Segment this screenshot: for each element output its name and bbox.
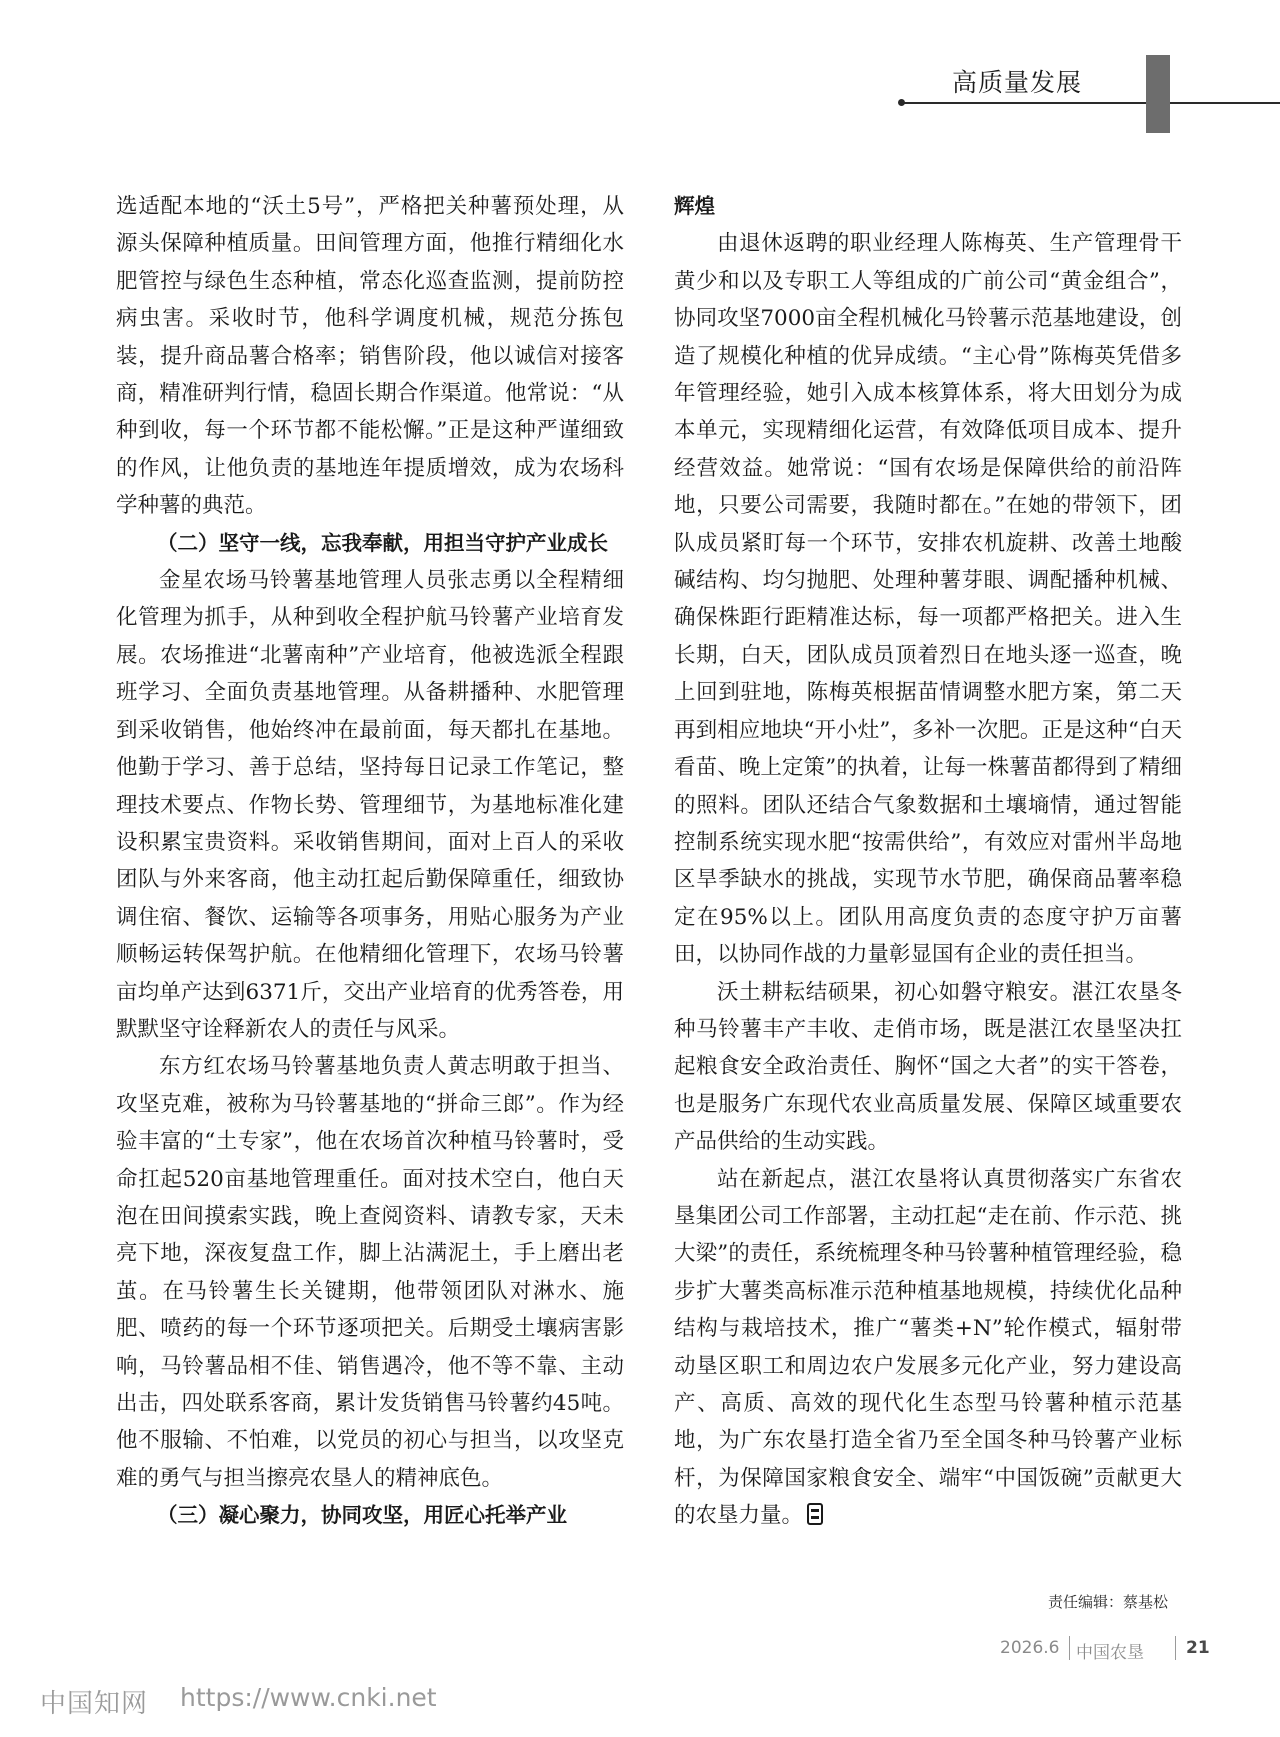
footer-divider bbox=[1069, 1636, 1070, 1660]
section-title: 高质量发展 bbox=[952, 68, 1083, 97]
page-header bbox=[0, 0, 1280, 140]
magazine-name: 中国农垦 bbox=[1076, 1643, 1144, 1663]
section-heading: （二）坚守一线，忘我奉献，用担当守护产业成长 bbox=[157, 530, 608, 555]
right-column bbox=[674, 188, 1182, 1535]
page-number: 21 bbox=[1186, 1638, 1210, 1658]
section-heading-continued: 辉煌 bbox=[674, 194, 715, 218]
article-end-icon bbox=[807, 1503, 823, 1525]
left-column bbox=[116, 188, 624, 1535]
paragraph bbox=[674, 1161, 1182, 1535]
editor-credit: 责任编辑：蔡基松 bbox=[1048, 1593, 1169, 1611]
paragraph: 由退休返聘的职业经理人陈梅英、生产管理骨干黄少和以及专职工人等组成的广前公司“黄金组合”，协同攻坚7000亩全程机械化马铃薯示范基地建设，创造了规模化种植的优异成绩。“主心骨”陈梅英凭借多年管理经验，她引入成本核算体系，将大田划分为成本单元，实现精细化运营，有效降低项目成本、提升经营效益。她常说：“国有农场是保障供给的前沿阵地，只要公司需要，我随时都在。”在她的带领下，团队成员紧盯每一个环节，安排农机旋耕、改善土地酸碱结构、均匀抛肥、处理种薯芽眼、调配播种机械、确保株距行距精准达标，每一项都严格把关。进入生长期，白天，团队成员顶着烈日在地头逐一巡查，晚上回到驻地，陈梅英根据苗情调整水肥方案，第二天再到相应地块“开小灶”，多补一次肥。正是这种“白天看苗、晚上定策”的执着，让每一株薯苗都得到了精细的照料。团队还结合气象数据和土壤墒情，通过智能控制系统实现水肥“按需供给”，有效应对雷州半岛地区旱季缺水的挑战，实现节水节肥，确保商品薯率稳定在95%以上。团队用高度负责的态度守护万亩薯田，以协同作战的力量彰显国有企业的责任担当。 bbox=[674, 231, 1182, 968]
watermark-url[interactable]: https://www.cnki.net bbox=[180, 1683, 437, 1712]
header-rule bbox=[904, 102, 1280, 104]
paragraph: 金星农场马铃薯基地管理人员张志勇以全程精细化管理为抓手，从种到收全程护航马铃薯产业培育发展。农场推进“北薯南种”产业培育，他被选派全程跟班学习、全面负责基地管理。从备耕播种、水肥管理到采收销售，他始终冲在最前面，每天都扎在基地。他勤于学习、善于总结，坚持每日记录工作笔记，整理技术要点、作物长势、管理细节，为基地标准化建设积累宝贵资料。采收销售期间，面对上百人的采收团队与外来客商，他主动扛起后勤保障重任，细致协调住宿、餐饮、运输等各项事务，用贴心服务为产业顺畅运转保驾护航。在他精细化管理下，农场马铃薯亩均单产达到6371斤，交出产业培育的优秀答卷，用默默坚守诠释新农人的责任与风采。 bbox=[116, 568, 624, 1042]
watermark-site-name: 中国知网 bbox=[40, 1689, 149, 1719]
footer-divider bbox=[1175, 1636, 1176, 1660]
paragraph: 东方红农场马铃薯基地负责人黄志明敢于担当、攻坚克难，被称为马铃薯基地的“拼命三郎”。作为经验丰富的“土专家”，他在农场首次种植马铃薯时，受命扛起520亩基地管理重任。面对技术空白，他白天泡在田间摸索实践，晚上查阅资料、请教专家，天未亮下地，深夜复盘工作，脚上沾满泥土，手上磨出老茧。在马铃薯生长关键期，他带领团队对淋水、施肥、喷药的每一个环节逐项把关。后期受土壤病害影响，马铃薯品相不佳、销售遇冷，他不等不靠、主动出击，四处联系客商，累计发货销售马铃薯约45吨。他不服输、不怕难，以党员的初心与担当，以攻坚克难的勇气与担当擦亮农垦人的精神底色。 bbox=[116, 1054, 624, 1491]
header-tab-block bbox=[1146, 55, 1170, 133]
paragraph: 沃土耕耘结硕果，初心如磐守粮安。湛江农垦冬种马铃薯丰产丰收、走俏市场，既是湛江农垦坚决扛起粮食安全政治责任、胸怀“国之大者”的实干答卷，也是服务广东现代农业高质量发展、保障区域重要农产品供给的生动实践。 bbox=[674, 979, 1182, 1155]
section-heading: （三）凝心聚力，协同攻坚，用匠心托举产业 bbox=[157, 1503, 567, 1528]
issue-date: 2026.6 bbox=[1000, 1638, 1060, 1658]
paragraph: 选适配本地的“沃土5号”，严格把关种薯预处理，从源头保障种植质量。田间管理方面，他推行精细化水肥管控与绿色生态种植，常态化巡查监测，提前防控病虫害。采收时节，他科学调度机械，规范分拣包装，提升商品薯合格率；销售阶段，他以诚信对接客商，精准研判行情，稳固长期合作渠道。他常说：“从种到收，每一个环节都不能松懈。”正是这种严谨细致的作风，让他负责的基地连年提质增效，成为农场科学种薯的典范。 bbox=[116, 194, 624, 519]
paragraph-text: 站在新起点，湛江农垦将认真贯彻落实广东省农垦集团公司工作部署，主动扛起“走在前、作示范、挑大梁”的责任，系统梳理冬种马铃薯种植管理经验，稳步扩大薯类高标准示范种植基地规模，持续优化品种结构与栽培技术，推广“薯类+N”轮作模式，辐射带动垦区职工和周边农户发展多元化产业，努力建设高产、高质、高效的现代化生态型马铃薯种植示范基地，为广东农垦打造全省乃至全国冬种马铃薯产业标杆，为保障国家粮食安全、端牢“中国饭碗”贡献更大的农垦力量。 bbox=[674, 1166, 1182, 1529]
